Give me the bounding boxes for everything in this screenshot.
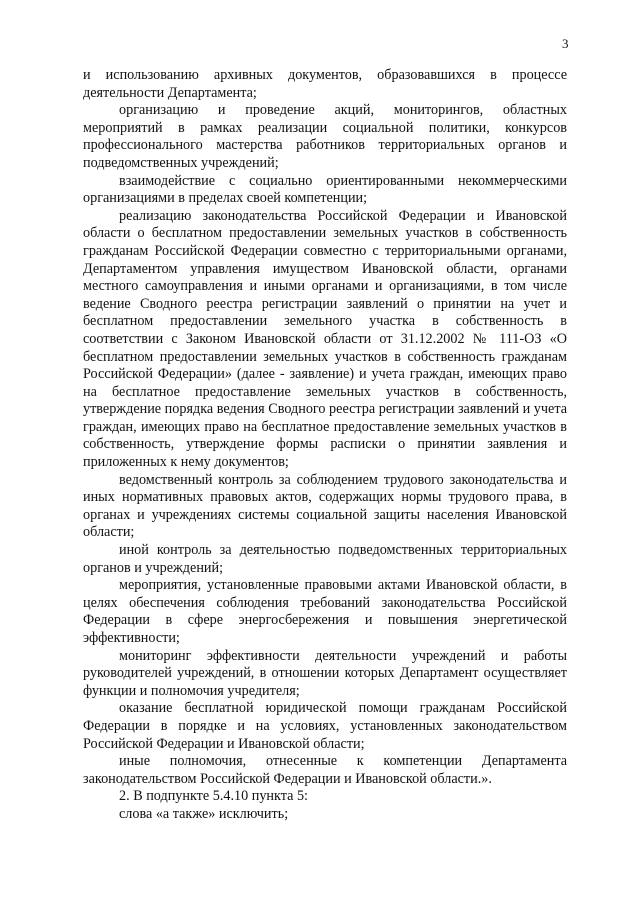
paragraph: реализацию законодательства Российской Федерации и Ивановской области о бесплатном предоставлении земельных участков в собственность гражданам Российской Федерации совместно с территориальными органами, Департаментом управления имуществом Ивановской области, органами местного самоуправления и иными органами и организациями, в том числе ведение Сводного реестра регистрации заявлений о принятии на учет и бесплатном предоставлении земельного участка в собственность в соответствии с Законом Ивановской области от 31.12.2002 № 111-ОЗ «О бесплатном предоставлении земельных участков в собственность гражданам Российской Федерации» (далее - заявление) и учета граждан, имеющих право на бесплатное предоставление земельных участков в собственность, утверждение порядка ведения Сводного реестра регистрации заявлений и учета граждан, имеющих право на бесплатное предоставление земельных участков в собственность, утверждение формы расписки о принятии заявления и приложенных к нему документов; — [83, 207, 567, 471]
paragraph: и использованию архивных документов, образовавшихся в процессе деятельности Департамента; — [83, 67, 567, 101]
paragraph: организацию и проведение акций, мониторингов, областных мероприятий в рамках реализации социальной политики, конкурсов профессионального мастерства работников территориальных органов и подведомственных учреждений; — [83, 102, 567, 171]
paragraph: 2. В подпункте 5.4.10 пункта 5: — [119, 788, 308, 805]
paragraph: иной контроль за деятельностью подведомственных территориальных органов и учреждений; — [83, 542, 567, 576]
paragraph: иные полномочия, отнесенные к компетенции Департамента законодательством Российской Федерации и Ивановской области.». — [83, 753, 567, 787]
paragraph: оказание бесплатной юридической помощи гражданам Российской Федерации в порядке и на условиях, установленных законодательством Российской Федерации и Ивановской области; — [83, 700, 567, 752]
paragraph: ведомственный контроль за соблюдением трудового законодательства и иных нормативных правовых актов, содержащих нормы трудового права, в органах и учреждениях системы социальной защиты населения Ивановской области; — [83, 471, 567, 541]
paragraph: взаимодействие с социально ориентированными некоммерческими организациями в пределах своей компетенции; — [83, 172, 567, 207]
paragraph: мероприятия, установленные правовыми актами Ивановской области, в целях обеспечения соблюдения требований законодательства Российской Федерации в сфере энергосбережения и повышения энергетической эффективности; — [83, 577, 567, 646]
document-body — [83, 67, 567, 824]
page-number: 3 — [562, 36, 569, 51]
paragraph: слова «а также» исключить; — [119, 805, 289, 822]
paragraph: мониторинг эффективности деятельности учреждений и работы руководителей учреждений, в отношении которых Департамент осуществляет функции и полномочия учредителя; — [83, 647, 567, 699]
